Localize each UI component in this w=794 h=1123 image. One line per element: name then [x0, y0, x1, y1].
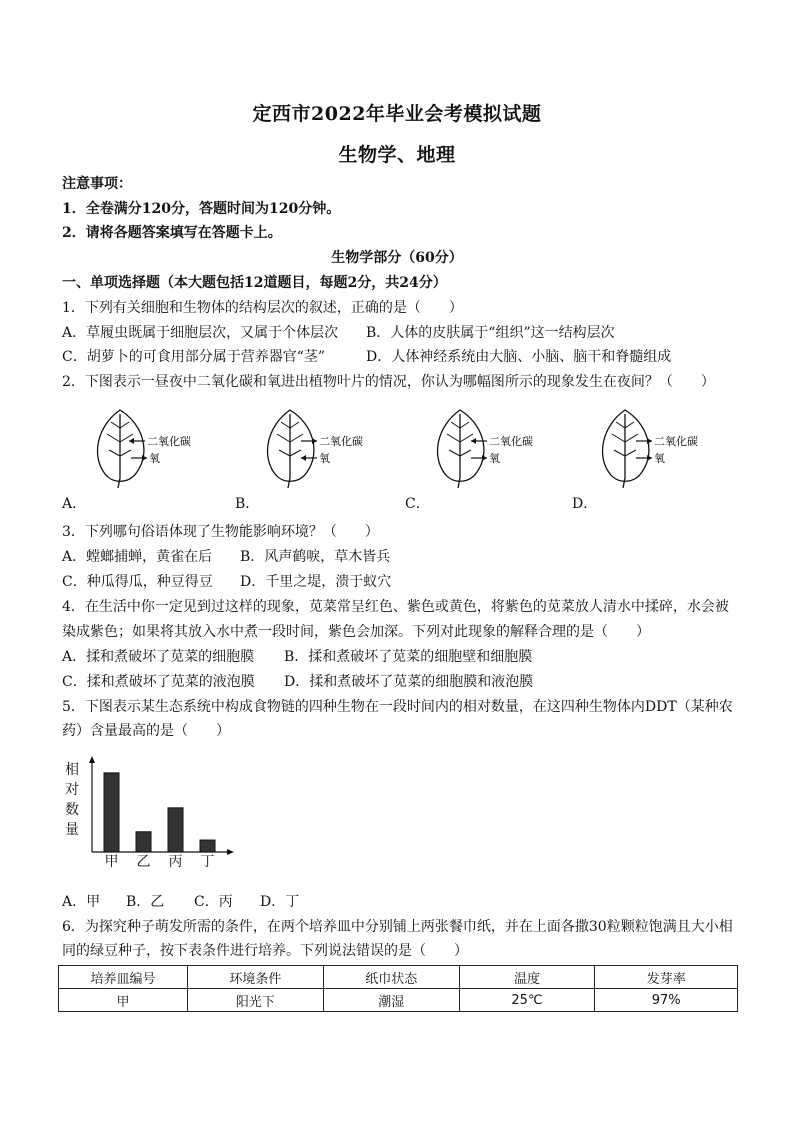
section-heading: 一、单项选择题（本大题包括12道题目，每题2分，共24分） — [62, 275, 447, 291]
notice-item-2: 2．请将各题答案填写在答题卡上。 — [62, 225, 282, 241]
chart-x-axis-arrow — [227, 849, 234, 855]
chart-ylabel-char-1: 相 — [65, 762, 79, 778]
q5-bar-chart — [62, 756, 242, 868]
q1-option-b: B．人体的皮肤属于“组织”这一结构层次 — [366, 325, 615, 341]
chart-y-axis-arrow — [89, 756, 95, 763]
chart-ylabel-char-3: 数 — [65, 802, 79, 818]
q3-option-a: A．螳螂捕蝉，黄雀在后 — [62, 549, 213, 565]
leaf-figure-b — [255, 408, 395, 488]
q4-option-d: D．揉和煮破坏了苋菜的细胞膜和液泡膜 — [284, 674, 534, 690]
q1-stem: 1．下列有关细胞和生物体的结构层次的叙述，正确的是（ ） — [62, 300, 463, 316]
x-tick-label-1: 甲 — [104, 854, 119, 868]
q6-stem-line2: 同的绿豆种子，按下表条件进行培养。下列说法错误的是（ ） — [62, 943, 468, 959]
notice-heading: 注意事项： — [62, 176, 132, 192]
chart-ylabel-char-4: 量 — [65, 822, 79, 838]
leaf-d-co2-label: 二氧化碳 — [654, 435, 698, 448]
q2-option-c: C． — [405, 496, 430, 512]
q4-option-a: A．揉和煮破坏了苋菜的细胞膜 — [62, 649, 255, 665]
q5-stem-line2: 药）含量最高的是（ ） — [62, 723, 230, 739]
part-title: 生物学部分（60分） — [331, 250, 463, 266]
bar-1 — [104, 773, 119, 852]
q1-option-c: C．胡萝卜的可食用部分属于营养器官“茎” — [62, 349, 326, 365]
leaf-figure-a — [85, 408, 225, 488]
q5-stem-line1: 5．下图表示某生态系统中构成食物链的四种生物在一段时间内的相对数量，在这四种生物体内DDT（某种农 — [62, 699, 733, 715]
table-cell: 97% — [595, 989, 738, 1012]
q2-stem: 2．下图表示一昼夜中二氧化碳和氧进出植物叶片的情况，你认为哪幅图所示的现象发生在夜间？（ ） — [62, 374, 715, 390]
q4-option-b: B．揉和煮破坏了苋菜的细胞壁和细胞膜 — [284, 649, 533, 665]
q5-option-d: D．丁 — [260, 894, 300, 910]
table-row — [59, 989, 738, 1012]
q6-stem-line1: 6．为探究种子萌发所需的条件，在两个培养皿中分别铺上两张餐巾纸，并在上面各撒30粒颗粒饱满且大小相 — [62, 919, 733, 935]
q4-stem-line1: 4．在生活中你一定见到过这样的现象，苋菜常呈红色、紫色或黄色，将紫色的苋菜放人清水中揉碎，水会被 — [62, 599, 729, 615]
q2-option-b: B． — [235, 496, 260, 512]
q4-option-c: C．揉和煮破坏了苋菜的液泡膜 — [62, 674, 255, 690]
table-header-cell: 环境条件 — [188, 966, 324, 989]
x-tick-label-3: 丙 — [168, 854, 183, 868]
bar-2 — [136, 832, 151, 852]
q2-option-d: D． — [572, 496, 598, 512]
x-tick-label-2: 乙 — [136, 854, 151, 868]
q5-option-a: A．甲 — [62, 894, 101, 910]
table-cell: 阳光下 — [188, 989, 324, 1012]
leaf-b-o2-label: 氧 — [319, 452, 330, 465]
table-header-row — [59, 966, 738, 989]
q3-option-b: B．风声鹤唳，草木皆兵 — [240, 549, 391, 565]
leaf-a-co2-label: 二氧化碳 — [147, 435, 191, 448]
q4-stem-line2: 染成紫色；如果将其放入水中煮一段时间，紫色会加深。下列对此现象的解释合理的是（ ） — [62, 624, 650, 640]
table-header-cell: 培养皿编号 — [59, 966, 188, 989]
table-header-cell: 发芽率 — [595, 966, 738, 989]
leaf-d-o2-label: 氧 — [654, 452, 665, 465]
table-cell: 25℃ — [459, 989, 595, 1012]
q1-option-a: A．草履虫既属于细胞层次，又属于个体层次 — [62, 325, 339, 341]
leaf-b-co2-label: 二氧化碳 — [319, 435, 363, 448]
table-header-cell: 纸巾状态 — [323, 966, 459, 989]
table-header-cell: 温度 — [459, 966, 595, 989]
table-cell: 潮湿 — [323, 989, 459, 1012]
bar-4 — [200, 840, 215, 852]
q5-option-b: B．乙 — [126, 894, 165, 910]
q5-option-c: C．丙 — [194, 894, 233, 910]
leaf-figure-c — [425, 408, 565, 488]
leaf-c-co2-label: 二氧化碳 — [489, 435, 533, 448]
q3-option-c: C．种瓜得瓜，种豆得豆 — [62, 574, 213, 590]
q6-experiment-table — [58, 965, 738, 1012]
leaf-figure-d — [590, 408, 730, 488]
exam-title: 定西市2022年毕业会考模拟试题 — [252, 103, 542, 125]
bar-3 — [168, 808, 183, 852]
notice-item-1: 1．全卷满分120分，答题时间为120分钟。 — [62, 201, 341, 217]
q3-stem: 3．下列哪句俗语体现了生物能影响环境？（ ） — [62, 524, 379, 540]
x-tick-label-4: 丁 — [200, 854, 215, 868]
q3-option-d: D．千里之堤，溃于蚁穴 — [240, 574, 392, 590]
exam-subtitle: 生物学、地理 — [338, 144, 456, 166]
leaf-a-o2-label: 氧 — [149, 452, 160, 465]
chart-ylabel-char-2: 对 — [65, 782, 79, 798]
q1-option-d: D．人体神经系统由大脑、小脑、脑干和脊髓组成 — [366, 349, 672, 365]
leaf-c-o2-label: 氧 — [489, 452, 500, 465]
table-cell: 甲 — [59, 989, 188, 1012]
q2-option-a: A． — [62, 496, 87, 512]
